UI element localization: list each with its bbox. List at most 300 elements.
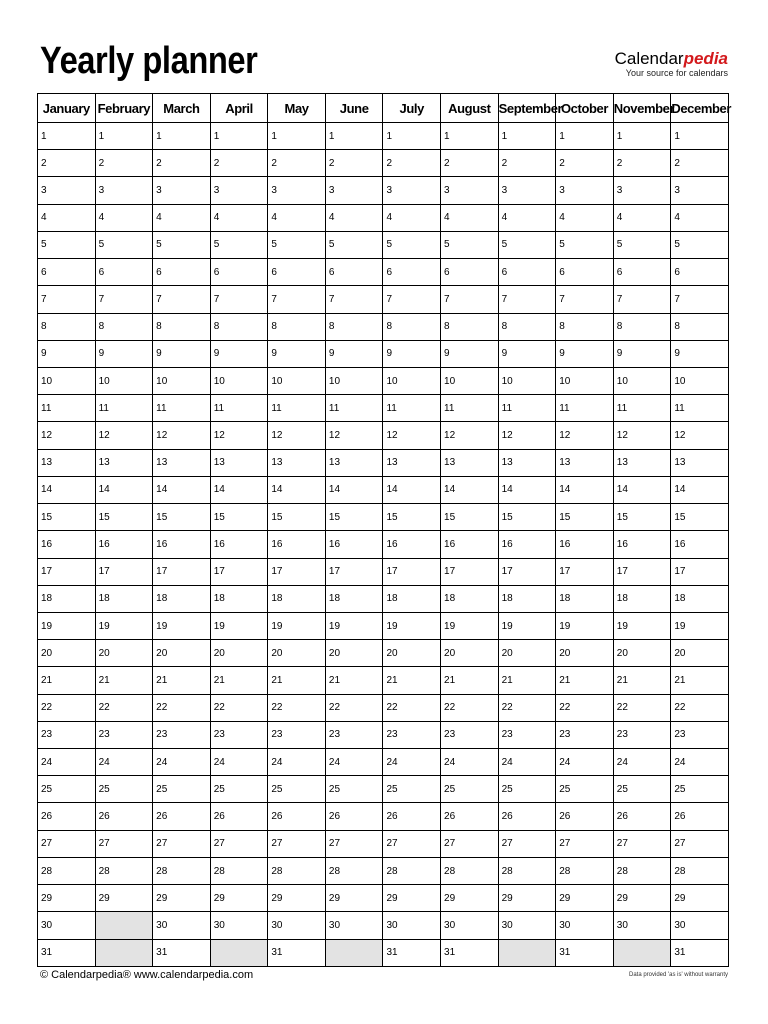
day-cell[interactable]: 27 — [38, 830, 96, 857]
day-cell[interactable]: 14 — [153, 476, 211, 503]
day-cell[interactable]: 24 — [210, 749, 268, 776]
day-cell[interactable]: 1 — [383, 123, 441, 150]
day-cell[interactable]: 1 — [153, 123, 211, 150]
day-cell[interactable]: 1 — [325, 123, 383, 150]
day-cell[interactable]: 6 — [498, 259, 556, 286]
day-cell[interactable]: 26 — [383, 803, 441, 830]
day-cell[interactable]: 19 — [210, 612, 268, 639]
day-cell[interactable]: 22 — [613, 694, 671, 721]
day-cell[interactable]: 16 — [498, 531, 556, 558]
day-cell[interactable]: 28 — [556, 857, 614, 884]
day-cell[interactable]: 28 — [325, 857, 383, 884]
day-cell[interactable]: 19 — [613, 612, 671, 639]
day-cell[interactable]: 1 — [671, 123, 729, 150]
day-cell[interactable]: 22 — [441, 694, 499, 721]
day-cell[interactable]: 17 — [210, 558, 268, 585]
day-cell[interactable]: 19 — [38, 612, 96, 639]
day-cell[interactable]: 10 — [153, 367, 211, 394]
day-cell[interactable]: 21 — [556, 667, 614, 694]
day-cell[interactable]: 12 — [325, 422, 383, 449]
day-cell[interactable]: 17 — [613, 558, 671, 585]
day-cell[interactable]: 6 — [325, 259, 383, 286]
day-cell[interactable]: 30 — [441, 912, 499, 939]
day-cell[interactable]: 3 — [268, 177, 326, 204]
day-cell[interactable]: 7 — [210, 286, 268, 313]
day-cell[interactable]: 15 — [613, 504, 671, 531]
day-cell[interactable]: 12 — [268, 422, 326, 449]
day-cell[interactable]: 24 — [95, 749, 153, 776]
day-cell[interactable]: 26 — [671, 803, 729, 830]
day-cell[interactable]: 14 — [38, 476, 96, 503]
day-cell[interactable]: 5 — [325, 231, 383, 258]
day-cell[interactable]: 14 — [613, 476, 671, 503]
day-cell[interactable]: 31 — [38, 939, 96, 966]
day-cell[interactable]: 15 — [441, 504, 499, 531]
day-cell[interactable]: 23 — [95, 721, 153, 748]
day-cell[interactable]: 6 — [441, 259, 499, 286]
day-cell[interactable]: 7 — [383, 286, 441, 313]
day-cell[interactable]: 13 — [325, 449, 383, 476]
day-cell[interactable]: 13 — [210, 449, 268, 476]
day-cell[interactable]: 6 — [268, 259, 326, 286]
day-cell[interactable]: 6 — [38, 259, 96, 286]
day-cell[interactable]: 28 — [613, 857, 671, 884]
day-cell[interactable]: 30 — [210, 912, 268, 939]
day-cell[interactable]: 24 — [38, 749, 96, 776]
day-cell[interactable]: 19 — [268, 612, 326, 639]
day-cell[interactable]: 22 — [383, 694, 441, 721]
day-cell[interactable]: 5 — [38, 231, 96, 258]
day-cell[interactable]: 3 — [38, 177, 96, 204]
day-cell[interactable]: 29 — [210, 885, 268, 912]
day-cell[interactable]: 27 — [325, 830, 383, 857]
day-cell[interactable]: 31 — [383, 939, 441, 966]
day-cell[interactable]: 16 — [441, 531, 499, 558]
day-cell[interactable]: 22 — [153, 694, 211, 721]
day-cell[interactable]: 20 — [671, 640, 729, 667]
day-cell[interactable]: 20 — [153, 640, 211, 667]
day-cell[interactable]: 9 — [441, 340, 499, 367]
day-cell[interactable]: 8 — [383, 313, 441, 340]
day-cell[interactable]: 22 — [95, 694, 153, 721]
day-cell[interactable]: 23 — [671, 721, 729, 748]
day-cell[interactable]: 4 — [556, 204, 614, 231]
day-cell[interactable]: 22 — [498, 694, 556, 721]
day-cell[interactable]: 29 — [95, 885, 153, 912]
day-cell[interactable]: 29 — [153, 885, 211, 912]
day-cell[interactable]: 3 — [498, 177, 556, 204]
day-cell[interactable]: 28 — [383, 857, 441, 884]
day-cell[interactable]: 15 — [38, 504, 96, 531]
day-cell[interactable]: 30 — [671, 912, 729, 939]
day-cell[interactable]: 24 — [671, 749, 729, 776]
day-cell[interactable]: 15 — [325, 504, 383, 531]
day-cell[interactable]: 29 — [613, 885, 671, 912]
day-cell[interactable]: 7 — [268, 286, 326, 313]
day-cell[interactable]: 20 — [325, 640, 383, 667]
day-cell[interactable]: 5 — [556, 231, 614, 258]
day-cell[interactable]: 13 — [671, 449, 729, 476]
day-cell[interactable]: 17 — [95, 558, 153, 585]
day-cell[interactable]: 28 — [441, 857, 499, 884]
day-cell[interactable]: 1 — [38, 123, 96, 150]
day-cell[interactable]: 9 — [383, 340, 441, 367]
day-cell[interactable]: 30 — [38, 912, 96, 939]
day-cell[interactable]: 13 — [383, 449, 441, 476]
day-cell[interactable]: 8 — [153, 313, 211, 340]
day-cell[interactable]: 26 — [613, 803, 671, 830]
day-cell[interactable]: 18 — [38, 585, 96, 612]
day-cell[interactable]: 16 — [95, 531, 153, 558]
day-cell[interactable]: 17 — [325, 558, 383, 585]
day-cell[interactable]: 5 — [153, 231, 211, 258]
day-cell[interactable]: 8 — [210, 313, 268, 340]
day-cell[interactable]: 23 — [613, 721, 671, 748]
day-cell[interactable]: 20 — [383, 640, 441, 667]
day-cell[interactable]: 10 — [613, 367, 671, 394]
day-cell[interactable]: 9 — [210, 340, 268, 367]
day-cell[interactable]: 26 — [325, 803, 383, 830]
day-cell[interactable]: 11 — [383, 395, 441, 422]
day-cell[interactable]: 27 — [383, 830, 441, 857]
day-cell[interactable]: 7 — [613, 286, 671, 313]
day-cell[interactable]: 3 — [671, 177, 729, 204]
day-cell[interactable]: 2 — [613, 150, 671, 177]
day-cell[interactable]: 12 — [671, 422, 729, 449]
day-cell[interactable]: 26 — [556, 803, 614, 830]
day-cell[interactable]: 13 — [38, 449, 96, 476]
day-cell[interactable]: 21 — [671, 667, 729, 694]
day-cell[interactable]: 5 — [671, 231, 729, 258]
day-cell[interactable]: 18 — [441, 585, 499, 612]
day-cell[interactable]: 18 — [268, 585, 326, 612]
day-cell[interactable]: 25 — [383, 776, 441, 803]
day-cell[interactable]: 25 — [556, 776, 614, 803]
day-cell[interactable]: 24 — [498, 749, 556, 776]
day-cell[interactable]: 13 — [556, 449, 614, 476]
day-cell[interactable]: 15 — [671, 504, 729, 531]
day-cell[interactable]: 26 — [95, 803, 153, 830]
day-cell[interactable]: 1 — [441, 123, 499, 150]
day-cell[interactable]: 10 — [671, 367, 729, 394]
day-cell[interactable]: 11 — [325, 395, 383, 422]
day-cell[interactable]: 5 — [210, 231, 268, 258]
day-cell[interactable]: 21 — [325, 667, 383, 694]
day-cell[interactable]: 6 — [383, 259, 441, 286]
day-cell[interactable]: 31 — [268, 939, 326, 966]
day-cell[interactable]: 20 — [498, 640, 556, 667]
day-cell[interactable]: 12 — [556, 422, 614, 449]
day-cell[interactable]: 17 — [498, 558, 556, 585]
day-cell[interactable]: 24 — [613, 749, 671, 776]
day-cell[interactable]: 24 — [383, 749, 441, 776]
day-cell[interactable]: 3 — [210, 177, 268, 204]
day-cell[interactable]: 9 — [325, 340, 383, 367]
day-cell[interactable]: 16 — [38, 531, 96, 558]
day-cell[interactable]: 3 — [153, 177, 211, 204]
day-cell[interactable]: 16 — [153, 531, 211, 558]
day-cell[interactable]: 25 — [153, 776, 211, 803]
day-cell[interactable]: 24 — [441, 749, 499, 776]
day-cell[interactable]: 23 — [498, 721, 556, 748]
day-cell[interactable]: 12 — [498, 422, 556, 449]
day-cell[interactable]: 27 — [556, 830, 614, 857]
day-cell[interactable]: 10 — [383, 367, 441, 394]
day-cell[interactable]: 2 — [268, 150, 326, 177]
day-cell[interactable]: 20 — [441, 640, 499, 667]
day-cell[interactable]: 2 — [325, 150, 383, 177]
day-cell[interactable]: 28 — [38, 857, 96, 884]
day-cell[interactable]: 8 — [441, 313, 499, 340]
day-cell[interactable]: 20 — [556, 640, 614, 667]
day-cell[interactable]: 26 — [498, 803, 556, 830]
day-cell[interactable]: 4 — [210, 204, 268, 231]
day-cell[interactable]: 30 — [613, 912, 671, 939]
day-cell[interactable]: 2 — [441, 150, 499, 177]
day-cell[interactable]: 2 — [556, 150, 614, 177]
day-cell[interactable]: 29 — [268, 885, 326, 912]
day-cell[interactable]: 26 — [153, 803, 211, 830]
day-cell[interactable]: 9 — [268, 340, 326, 367]
day-cell[interactable]: 12 — [38, 422, 96, 449]
day-cell[interactable]: 10 — [38, 367, 96, 394]
day-cell[interactable]: 3 — [556, 177, 614, 204]
day-cell[interactable]: 14 — [325, 476, 383, 503]
day-cell[interactable]: 14 — [95, 476, 153, 503]
day-cell[interactable]: 11 — [671, 395, 729, 422]
day-cell[interactable]: 29 — [441, 885, 499, 912]
day-cell[interactable]: 13 — [441, 449, 499, 476]
day-cell[interactable]: 16 — [268, 531, 326, 558]
day-cell[interactable]: 7 — [556, 286, 614, 313]
day-cell[interactable]: 14 — [498, 476, 556, 503]
day-cell[interactable]: 5 — [498, 231, 556, 258]
day-cell[interactable]: 25 — [210, 776, 268, 803]
day-cell[interactable]: 29 — [325, 885, 383, 912]
day-cell[interactable]: 27 — [498, 830, 556, 857]
day-cell[interactable]: 3 — [383, 177, 441, 204]
day-cell[interactable]: 28 — [210, 857, 268, 884]
day-cell[interactable]: 6 — [671, 259, 729, 286]
day-cell[interactable]: 27 — [210, 830, 268, 857]
day-cell[interactable]: 4 — [671, 204, 729, 231]
day-cell[interactable]: 2 — [671, 150, 729, 177]
day-cell[interactable]: 19 — [498, 612, 556, 639]
day-cell[interactable]: 12 — [613, 422, 671, 449]
day-cell[interactable]: 7 — [498, 286, 556, 313]
day-cell[interactable]: 5 — [268, 231, 326, 258]
day-cell[interactable]: 27 — [441, 830, 499, 857]
day-cell[interactable]: 2 — [498, 150, 556, 177]
day-cell[interactable]: 30 — [325, 912, 383, 939]
day-cell[interactable]: 27 — [268, 830, 326, 857]
day-cell[interactable]: 20 — [268, 640, 326, 667]
day-cell[interactable]: 14 — [268, 476, 326, 503]
day-cell[interactable]: 11 — [210, 395, 268, 422]
day-cell[interactable]: 1 — [613, 123, 671, 150]
day-cell[interactable]: 27 — [153, 830, 211, 857]
day-cell[interactable]: 4 — [268, 204, 326, 231]
day-cell[interactable]: 15 — [498, 504, 556, 531]
day-cell[interactable]: 26 — [268, 803, 326, 830]
day-cell[interactable]: 17 — [268, 558, 326, 585]
day-cell[interactable]: 6 — [95, 259, 153, 286]
day-cell[interactable]: 12 — [441, 422, 499, 449]
day-cell[interactable]: 21 — [441, 667, 499, 694]
day-cell[interactable]: 15 — [268, 504, 326, 531]
day-cell[interactable]: 28 — [268, 857, 326, 884]
day-cell[interactable]: 30 — [556, 912, 614, 939]
day-cell[interactable]: 4 — [383, 204, 441, 231]
day-cell[interactable]: 25 — [268, 776, 326, 803]
day-cell[interactable]: 29 — [38, 885, 96, 912]
day-cell[interactable]: 7 — [153, 286, 211, 313]
day-cell[interactable]: 14 — [441, 476, 499, 503]
day-cell[interactable]: 2 — [153, 150, 211, 177]
day-cell[interactable]: 2 — [95, 150, 153, 177]
day-cell[interactable]: 21 — [38, 667, 96, 694]
day-cell[interactable]: 8 — [613, 313, 671, 340]
day-cell[interactable]: 22 — [671, 694, 729, 721]
day-cell[interactable]: 7 — [95, 286, 153, 313]
day-cell[interactable]: 19 — [95, 612, 153, 639]
day-cell[interactable]: 22 — [325, 694, 383, 721]
day-cell[interactable]: 14 — [671, 476, 729, 503]
day-cell[interactable]: 5 — [613, 231, 671, 258]
day-cell[interactable]: 8 — [268, 313, 326, 340]
day-cell[interactable]: 3 — [325, 177, 383, 204]
day-cell[interactable]: 25 — [95, 776, 153, 803]
day-cell[interactable]: 23 — [38, 721, 96, 748]
day-cell[interactable]: 8 — [38, 313, 96, 340]
day-cell[interactable]: 10 — [95, 367, 153, 394]
day-cell[interactable]: 9 — [556, 340, 614, 367]
day-cell[interactable]: 20 — [95, 640, 153, 667]
day-cell[interactable]: 15 — [383, 504, 441, 531]
day-cell[interactable]: 24 — [153, 749, 211, 776]
day-cell[interactable]: 28 — [95, 857, 153, 884]
day-cell[interactable]: 14 — [383, 476, 441, 503]
day-cell[interactable]: 22 — [210, 694, 268, 721]
day-cell[interactable]: 30 — [153, 912, 211, 939]
day-cell[interactable]: 28 — [671, 857, 729, 884]
day-cell[interactable]: 9 — [671, 340, 729, 367]
day-cell[interactable]: 4 — [325, 204, 383, 231]
day-cell[interactable]: 29 — [556, 885, 614, 912]
day-cell[interactable]: 30 — [268, 912, 326, 939]
day-cell[interactable]: 2 — [210, 150, 268, 177]
day-cell[interactable]: 25 — [325, 776, 383, 803]
day-cell[interactable]: 30 — [498, 912, 556, 939]
day-cell[interactable]: 15 — [556, 504, 614, 531]
day-cell[interactable]: 19 — [556, 612, 614, 639]
day-cell[interactable]: 13 — [268, 449, 326, 476]
day-cell[interactable]: 14 — [556, 476, 614, 503]
day-cell[interactable]: 10 — [210, 367, 268, 394]
day-cell[interactable]: 28 — [498, 857, 556, 884]
day-cell[interactable]: 31 — [671, 939, 729, 966]
day-cell[interactable]: 3 — [613, 177, 671, 204]
day-cell[interactable]: 1 — [498, 123, 556, 150]
day-cell[interactable]: 6 — [556, 259, 614, 286]
day-cell[interactable]: 12 — [210, 422, 268, 449]
day-cell[interactable]: 20 — [210, 640, 268, 667]
day-cell[interactable]: 5 — [383, 231, 441, 258]
day-cell[interactable]: 19 — [441, 612, 499, 639]
day-cell[interactable]: 10 — [268, 367, 326, 394]
day-cell[interactable]: 17 — [671, 558, 729, 585]
day-cell[interactable]: 9 — [498, 340, 556, 367]
day-cell[interactable]: 16 — [325, 531, 383, 558]
day-cell[interactable]: 5 — [95, 231, 153, 258]
day-cell[interactable]: 11 — [498, 395, 556, 422]
day-cell[interactable]: 8 — [325, 313, 383, 340]
day-cell[interactable]: 16 — [613, 531, 671, 558]
day-cell[interactable]: 22 — [556, 694, 614, 721]
day-cell[interactable]: 13 — [498, 449, 556, 476]
day-cell[interactable]: 19 — [325, 612, 383, 639]
day-cell[interactable]: 17 — [383, 558, 441, 585]
day-cell[interactable]: 18 — [613, 585, 671, 612]
day-cell[interactable]: 21 — [95, 667, 153, 694]
day-cell[interactable]: 12 — [383, 422, 441, 449]
day-cell[interactable]: 18 — [498, 585, 556, 612]
day-cell[interactable]: 25 — [498, 776, 556, 803]
day-cell[interactable]: 27 — [613, 830, 671, 857]
day-cell[interactable]: 19 — [383, 612, 441, 639]
day-cell[interactable]: 4 — [498, 204, 556, 231]
day-cell[interactable]: 22 — [38, 694, 96, 721]
day-cell[interactable]: 25 — [613, 776, 671, 803]
day-cell[interactable]: 11 — [556, 395, 614, 422]
day-cell[interactable]: 11 — [268, 395, 326, 422]
day-cell[interactable]: 30 — [383, 912, 441, 939]
day-cell[interactable]: 18 — [153, 585, 211, 612]
day-cell[interactable]: 7 — [325, 286, 383, 313]
day-cell[interactable]: 18 — [325, 585, 383, 612]
day-cell[interactable]: 16 — [556, 531, 614, 558]
day-cell[interactable]: 29 — [671, 885, 729, 912]
day-cell[interactable]: 16 — [671, 531, 729, 558]
day-cell[interactable]: 7 — [38, 286, 96, 313]
day-cell[interactable]: 24 — [325, 749, 383, 776]
day-cell[interactable]: 31 — [441, 939, 499, 966]
day-cell[interactable]: 9 — [613, 340, 671, 367]
day-cell[interactable]: 1 — [268, 123, 326, 150]
day-cell[interactable]: 14 — [210, 476, 268, 503]
day-cell[interactable]: 21 — [268, 667, 326, 694]
day-cell[interactable]: 4 — [441, 204, 499, 231]
day-cell[interactable]: 23 — [153, 721, 211, 748]
day-cell[interactable]: 19 — [153, 612, 211, 639]
day-cell[interactable]: 28 — [153, 857, 211, 884]
day-cell[interactable]: 23 — [556, 721, 614, 748]
day-cell[interactable]: 21 — [153, 667, 211, 694]
day-cell[interactable]: 18 — [95, 585, 153, 612]
day-cell[interactable]: 13 — [613, 449, 671, 476]
day-cell[interactable]: 18 — [383, 585, 441, 612]
day-cell[interactable]: 26 — [210, 803, 268, 830]
day-cell[interactable]: 11 — [153, 395, 211, 422]
day-cell[interactable]: 8 — [671, 313, 729, 340]
day-cell[interactable]: 8 — [556, 313, 614, 340]
day-cell[interactable]: 25 — [38, 776, 96, 803]
day-cell[interactable]: 7 — [441, 286, 499, 313]
day-cell[interactable]: 10 — [556, 367, 614, 394]
day-cell[interactable]: 10 — [325, 367, 383, 394]
day-cell[interactable]: 23 — [441, 721, 499, 748]
day-cell[interactable]: 10 — [441, 367, 499, 394]
